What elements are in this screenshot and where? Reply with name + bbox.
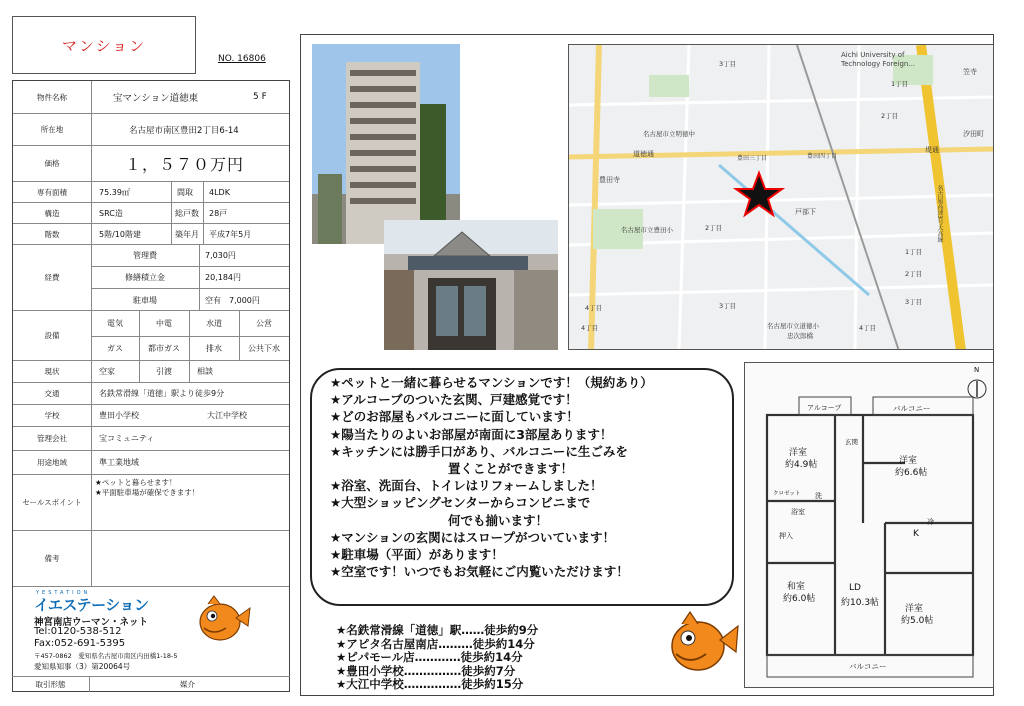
utility-cell: 電気 bbox=[107, 319, 123, 328]
status-label: 現状 bbox=[13, 361, 92, 382]
utility-cell: 水道 bbox=[206, 319, 222, 328]
mgmt-label: 管理費 bbox=[133, 251, 157, 260]
parking-label: 駐車場 bbox=[133, 295, 157, 305]
utility-cell: 中電 bbox=[156, 319, 172, 328]
plan-label: 洗 bbox=[815, 492, 822, 500]
deal-label: 取引形態 bbox=[12, 676, 90, 692]
plan-label: K bbox=[913, 529, 919, 539]
area-label: 専有面積 bbox=[13, 182, 92, 202]
license: 愛知県知事（3）第20064号 bbox=[34, 662, 131, 671]
map-label: 戸部下 bbox=[795, 208, 816, 216]
company-logo: イエステーション bbox=[34, 596, 149, 614]
plan-label: 和室 bbox=[787, 582, 806, 592]
row-notes bbox=[13, 530, 289, 586]
map-label: 1丁目 bbox=[891, 80, 909, 88]
map-label: 名古屋市立道徳小 bbox=[767, 322, 819, 330]
broker-label: 媒介 bbox=[180, 680, 195, 689]
sales-point: ★ペットと暮らせます！ bbox=[95, 478, 177, 487]
plan-label: 約6.6帖 bbox=[895, 468, 928, 478]
stories-label: 階数 bbox=[13, 224, 92, 244]
location-map[interactable] bbox=[568, 44, 994, 350]
built-value: 平成7年5月 bbox=[209, 229, 252, 239]
stories-value: 5階/10階建 bbox=[99, 229, 141, 239]
feature-line: ★キッチンには勝手口があり、バルコニーに生ごみを bbox=[330, 443, 628, 459]
transport-label: 交通 bbox=[13, 383, 92, 404]
price-value: １，５７０万円 bbox=[125, 155, 245, 174]
feature-line: ★陽当たりのよいお部屋が南面に3部屋あります！ bbox=[330, 426, 613, 442]
row-zone bbox=[13, 450, 289, 474]
plan-label: 洋室 bbox=[789, 448, 808, 458]
name-value: 宝マンション道徳東 bbox=[113, 93, 199, 104]
feature-line: ★ペットと一緒に暮らせるマンションです！（規約あり） bbox=[330, 375, 653, 390]
building-photo bbox=[312, 44, 460, 244]
floor-plan[interactable] bbox=[744, 362, 994, 688]
floor-value: 5 F bbox=[253, 92, 267, 102]
area-value: 75.39㎡ bbox=[99, 187, 130, 197]
school-mid: 大江中学校 bbox=[207, 411, 247, 420]
feature-line: ★駐車場（平面）があります！ bbox=[330, 547, 504, 563]
map-label: 笠寺 bbox=[963, 68, 977, 76]
plan-label: クロゼット bbox=[773, 491, 801, 497]
feature-line: ★マンションの玄関にはスロープがついています！ bbox=[330, 529, 616, 545]
access-list bbox=[336, 624, 538, 692]
row-school bbox=[13, 404, 289, 426]
sales-point: ★平面駐車場が確保できます！ bbox=[95, 488, 200, 497]
map-label: 3丁目 bbox=[719, 60, 737, 68]
utility-label: 設備 bbox=[13, 311, 92, 360]
branch-name: 神宮南店ウーマン・ネット bbox=[34, 617, 149, 628]
plan-label: 約5.0帖 bbox=[901, 616, 934, 626]
deal-row bbox=[12, 676, 290, 692]
plan-label: 約6.0帖 bbox=[783, 594, 816, 604]
utility-cell: 公共下水 bbox=[248, 344, 280, 353]
mgmt-value: 7,030円 bbox=[205, 251, 236, 260]
utility-cell: 公営 bbox=[256, 319, 272, 328]
handover-label: 引渡 bbox=[156, 367, 172, 376]
floor-plan-drawing bbox=[745, 363, 994, 688]
map-label: 1丁目 bbox=[905, 248, 923, 256]
map-label: 3丁目 bbox=[905, 298, 923, 306]
utility-cell: ガス bbox=[107, 344, 123, 353]
built-label: 築年月 bbox=[175, 229, 199, 239]
layout-value: 4LDK bbox=[209, 187, 230, 197]
plan-label: 約4.9帖 bbox=[785, 460, 818, 470]
row-utilities bbox=[13, 310, 289, 360]
doc-number: NO. 16806 bbox=[218, 54, 266, 64]
access-item: ★豊田小学校……………徒歩約7分 bbox=[336, 663, 516, 678]
tel: Tel:0120-538-512 bbox=[34, 626, 122, 637]
map-label: 堤通 bbox=[925, 146, 939, 154]
row-transport bbox=[13, 382, 289, 404]
property-type-box bbox=[12, 16, 196, 74]
map-label: 名古屋高速3号大高線 bbox=[936, 185, 943, 243]
feature-bubble bbox=[310, 368, 734, 606]
row-name bbox=[13, 81, 289, 113]
plan-label: バルコニー bbox=[893, 404, 931, 413]
plan-label: LD bbox=[849, 583, 861, 593]
address-label: 所在地 bbox=[13, 114, 92, 145]
feature-line: ★浴室、洗面台、トイレはリフォームしました！ bbox=[330, 478, 603, 494]
plan-label: 洋室 bbox=[905, 604, 924, 614]
plan-label: 約10.3帖 bbox=[841, 598, 880, 608]
feature-line: ★大型ショッピングセンターからコンビニまで bbox=[330, 495, 591, 511]
map-label: 4丁目 bbox=[585, 304, 603, 312]
entrance-photo bbox=[384, 220, 558, 350]
access-item: ★ピパモール店…………徒歩約14分 bbox=[336, 650, 523, 664]
row-structure bbox=[13, 202, 289, 223]
structure-value: SRC造 bbox=[99, 208, 123, 218]
company-value: 宝コミュニティ bbox=[99, 434, 155, 443]
map-label: 名古屋市立明徳中 bbox=[643, 130, 695, 138]
row-company bbox=[13, 426, 289, 450]
map-label: 豊田寺 bbox=[599, 176, 620, 184]
access-item: ★アピタ名古屋南店………徒歩約14分 bbox=[336, 636, 535, 651]
feature-line: 置くことができます！ bbox=[448, 461, 574, 477]
map-label: 3丁目 bbox=[719, 302, 737, 310]
plan-label: 冷 bbox=[927, 518, 934, 526]
units-label: 総戸数 bbox=[175, 208, 199, 218]
map-label: 忠次郎橋 bbox=[787, 332, 813, 340]
address-value: 名古屋市南区豊田2丁目6-14 bbox=[129, 125, 239, 136]
row-price bbox=[13, 145, 289, 181]
company-block bbox=[14, 588, 288, 674]
cost-label: 経費 bbox=[13, 245, 92, 310]
repair-value: 20,184円 bbox=[205, 273, 241, 282]
fax: Fax:052-691-5395 bbox=[34, 638, 126, 649]
company-address: 〒457-0862 愛知県名古屋市南区内田橋1-18-5 bbox=[34, 652, 178, 660]
name-label: 物件名称 bbox=[13, 81, 92, 113]
map-label: 名古屋市立豊田小 bbox=[621, 226, 673, 234]
plan-label: 押入 bbox=[779, 532, 793, 540]
row-address bbox=[13, 113, 289, 145]
plan-label: アルコーブ bbox=[807, 404, 842, 412]
plan-label: 洋室 bbox=[899, 456, 918, 466]
structure-label: 構造 bbox=[13, 203, 92, 223]
row-costs bbox=[13, 244, 289, 310]
map-label: 2丁目 bbox=[881, 112, 899, 120]
feature-line: 何でも揃います！ bbox=[448, 512, 549, 528]
map-label: 2丁目 bbox=[905, 270, 923, 278]
north-label: N bbox=[974, 366, 980, 374]
plan-label: バルコニー bbox=[849, 662, 887, 671]
transport-value: 名鉄常滑線「道徳」駅より徒歩9分 bbox=[99, 389, 225, 398]
fish-mascot-icon bbox=[662, 606, 740, 682]
units-value: 28戸 bbox=[209, 208, 228, 218]
map-label: 2丁目 bbox=[705, 224, 723, 232]
map-label: 4丁目 bbox=[859, 324, 877, 332]
fish-mascot-icon bbox=[192, 592, 252, 650]
company-label: 管理会社 bbox=[13, 427, 92, 450]
sales-label: セールスポイント bbox=[13, 475, 92, 530]
sales-points bbox=[95, 478, 199, 498]
school-elem: 豊田小学校 bbox=[99, 411, 139, 420]
utility-cell: 排水 bbox=[206, 344, 222, 353]
row-sales bbox=[13, 474, 289, 530]
access-item: ★名鉄常滑線「道徳」駅……徒歩約9分 bbox=[336, 623, 539, 637]
row-stories bbox=[13, 223, 289, 244]
map-label: 4丁目 bbox=[581, 324, 599, 332]
notes-label: 備考 bbox=[13, 531, 92, 586]
logo-sub: YESTATION bbox=[36, 590, 91, 596]
feature-line: ★アルコーブのついた玄関、戸建感覚です！ bbox=[330, 392, 578, 408]
feature-line: ★どのお部屋もバルコニーに面しています！ bbox=[330, 409, 579, 425]
school-label: 学校 bbox=[13, 405, 92, 426]
row-area bbox=[13, 181, 289, 202]
row-status bbox=[13, 360, 289, 382]
map-label: 豊田四丁目 bbox=[807, 153, 838, 160]
map-univ-label: Aichi University of Technology Foreign... bbox=[841, 51, 916, 68]
utility-cell: 都市ガス bbox=[148, 344, 180, 353]
map-label: 豊田三丁目 bbox=[737, 155, 768, 162]
repair-label: 修繕積立金 bbox=[125, 273, 165, 282]
parking-value: 空有 7,000円 bbox=[205, 295, 260, 305]
layout-label: 間取 bbox=[177, 187, 193, 197]
status-value: 空家 bbox=[99, 367, 115, 376]
property-type-label: マンション bbox=[61, 36, 147, 55]
map-label: 汐田町 bbox=[963, 130, 984, 138]
map-canvas bbox=[569, 45, 994, 350]
plan-label: 玄関 bbox=[845, 438, 858, 446]
zone-label: 用途地域 bbox=[13, 451, 92, 474]
price-label: 価格 bbox=[13, 146, 92, 181]
access-item: ★大江中学校……………徒歩約15分 bbox=[336, 677, 524, 691]
zone-value: 準工業地域 bbox=[99, 458, 139, 467]
feature-line: ★空室です！いつでもお気軽にご内覧いただけます！ bbox=[330, 564, 629, 580]
map-label: 道徳通 bbox=[633, 150, 654, 158]
handover-value: 相談 bbox=[197, 367, 213, 376]
plan-label: 浴室 bbox=[791, 508, 805, 516]
